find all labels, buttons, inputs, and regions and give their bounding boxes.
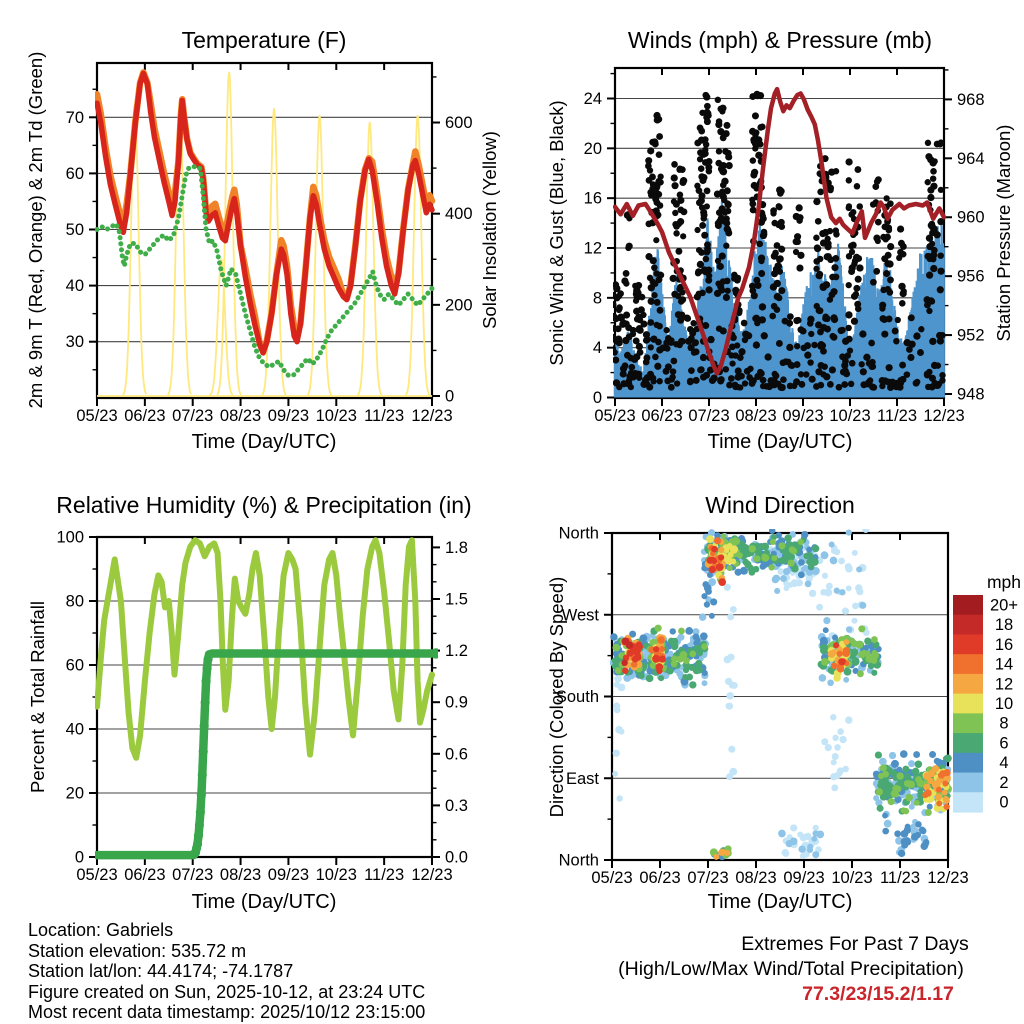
svg-text:12/23: 12/23 [927, 869, 969, 887]
svg-text:200: 200 [445, 296, 473, 315]
figure-created: Figure created on Sun, 2025-10-12, at 23:24 UTC [28, 981, 426, 1002]
svg-text:11/23: 11/23 [876, 407, 918, 425]
svg-text:8: 8 [592, 289, 602, 308]
station-info-block [28, 920, 425, 1023]
svg-text:16: 16 [994, 635, 1014, 654]
svg-text:11/23: 11/23 [364, 866, 405, 884]
wind-direction-title: Wind Direction [705, 492, 855, 518]
svg-text:60: 60 [65, 656, 84, 675]
data-timestamp: Most recent data timestamp: 2025/10/12 23:15:00 [28, 1002, 426, 1022]
svg-text:0: 0 [74, 848, 84, 867]
svg-text:20+: 20+ [990, 596, 1018, 615]
svg-text:0: 0 [592, 389, 602, 407]
svg-text:11/23: 11/23 [364, 407, 405, 425]
svg-text:08/23: 08/23 [219, 407, 262, 425]
svg-text:10/23: 10/23 [315, 407, 357, 425]
svg-text:16: 16 [583, 189, 602, 208]
svg-text:30: 30 [65, 333, 84, 352]
svg-text:14: 14 [994, 655, 1014, 674]
svg-text:960: 960 [957, 208, 985, 227]
station-latlon: Station lat/lon: 44.4174; -74.1787 [28, 961, 294, 981]
svg-text:60: 60 [65, 164, 84, 183]
wind-direction-left-ylabel: Direction (Colored By Speed) [546, 576, 567, 818]
svg-text:07/23: 07/23 [172, 866, 214, 884]
svg-text:12/23: 12/23 [411, 866, 453, 884]
temperature-title: Temperature (F) [181, 27, 347, 53]
svg-text:20: 20 [583, 139, 602, 158]
svg-text:100: 100 [56, 528, 84, 547]
svg-text:6: 6 [999, 734, 1009, 753]
svg-text:952: 952 [957, 326, 985, 345]
svg-text:09/23: 09/23 [782, 407, 824, 425]
svg-text:40: 40 [65, 720, 84, 739]
colorbar-title: mph [986, 572, 1022, 592]
svg-text:South: South [555, 688, 599, 707]
extremes-values: 77.3/23/15.2/1.17 [802, 983, 954, 1005]
svg-text:50: 50 [65, 221, 84, 239]
extremes-title: Extremes For Past 7 Days [741, 933, 969, 955]
pressure-right-ylabel: Station Pressure (Maroon) [993, 124, 1014, 342]
svg-text:0: 0 [999, 793, 1009, 812]
svg-text:0.0: 0.0 [445, 848, 468, 867]
humidity-left-ylabel: Percent & Total Rainfall [27, 601, 48, 793]
svg-text:20: 20 [65, 784, 84, 803]
svg-text:West: West [561, 606, 599, 625]
svg-text:80: 80 [65, 592, 84, 611]
svg-text:948: 948 [957, 385, 985, 404]
svg-text:0.9: 0.9 [445, 693, 468, 712]
humidity-xlabel: Time (Day/UTC) [191, 891, 337, 913]
svg-text:0.6: 0.6 [445, 745, 468, 764]
svg-text:964: 964 [957, 149, 985, 168]
svg-text:4: 4 [999, 754, 1009, 773]
svg-text:09/23: 09/23 [783, 869, 825, 887]
svg-text:40: 40 [65, 277, 84, 296]
svg-text:956: 956 [957, 267, 985, 286]
svg-text:1.8: 1.8 [445, 538, 468, 557]
svg-text:70: 70 [65, 108, 84, 127]
extremes-subtitle: (High/Low/Max Wind/Total Precipitation) [618, 958, 964, 980]
svg-text:1.5: 1.5 [445, 590, 468, 609]
svg-text:05/23: 05/23 [76, 407, 118, 425]
svg-text:600: 600 [445, 114, 473, 133]
svg-text:07/23: 07/23 [687, 869, 729, 887]
svg-text:10/23: 10/23 [315, 866, 357, 884]
svg-text:09/23: 09/23 [267, 866, 310, 884]
station-location: Location: Gabriels [28, 920, 174, 940]
svg-text:05/23: 05/23 [591, 869, 633, 887]
svg-text:10/23: 10/23 [831, 869, 873, 887]
svg-text:North: North [558, 524, 599, 543]
svg-text:12: 12 [583, 239, 602, 258]
svg-text:0: 0 [445, 387, 455, 406]
svg-text:07/23: 07/23 [172, 407, 214, 425]
winds-left-ylabel: Sonic Wind & Gust (Blue, Black) [546, 100, 567, 366]
svg-text:24: 24 [583, 90, 602, 109]
svg-text:10/23: 10/23 [829, 407, 871, 425]
svg-text:400: 400 [445, 205, 473, 224]
svg-text:North: North [558, 851, 599, 870]
svg-text:12: 12 [994, 675, 1014, 694]
svg-text:09/23: 09/23 [267, 407, 310, 425]
svg-text:07/23: 07/23 [688, 407, 730, 425]
svg-text:06/23: 06/23 [124, 866, 166, 884]
solar-right-ylabel: Solar Insolation (Yellow) [479, 131, 500, 329]
winds-xlabel: Time (Day/UTC) [707, 431, 853, 453]
svg-text:1.2: 1.2 [445, 642, 468, 661]
svg-text:18: 18 [994, 616, 1014, 635]
svg-text:8: 8 [999, 714, 1009, 733]
svg-text:05/23: 05/23 [594, 407, 636, 425]
svg-text:12/23: 12/23 [411, 407, 453, 425]
svg-text:2: 2 [999, 773, 1009, 792]
svg-text:4: 4 [592, 339, 602, 358]
svg-text:968: 968 [957, 90, 985, 109]
svg-text:11/23: 11/23 [879, 869, 921, 887]
svg-text:06/23: 06/23 [641, 407, 683, 425]
svg-text:08/23: 08/23 [735, 407, 777, 425]
temperature-xlabel: Time (Day/UTC) [191, 431, 337, 453]
wind-direction-xlabel: Time (Day/UTC) [707, 891, 853, 913]
svg-text:05/23: 05/23 [76, 866, 118, 884]
svg-text:08/23: 08/23 [735, 869, 777, 887]
temperature-left-ylabel: 2m & 9m T (Red, Orange) & 2m Td (Green) [25, 51, 46, 409]
svg-text:06/23: 06/23 [639, 869, 681, 887]
station-elevation: Station elevation: 535.72 m [28, 940, 247, 961]
winds-title: Winds (mph) & Pressure (mb) [627, 27, 933, 53]
svg-text:East: East [565, 769, 599, 788]
svg-text:06/23: 06/23 [124, 407, 166, 425]
svg-text:0.3: 0.3 [445, 796, 468, 815]
svg-text:08/23: 08/23 [219, 866, 262, 884]
humidity-title: Relative Humidity (%) & Precipitation (in) [56, 492, 472, 518]
svg-text:12/23: 12/23 [923, 407, 965, 425]
svg-text:10: 10 [994, 695, 1014, 713]
